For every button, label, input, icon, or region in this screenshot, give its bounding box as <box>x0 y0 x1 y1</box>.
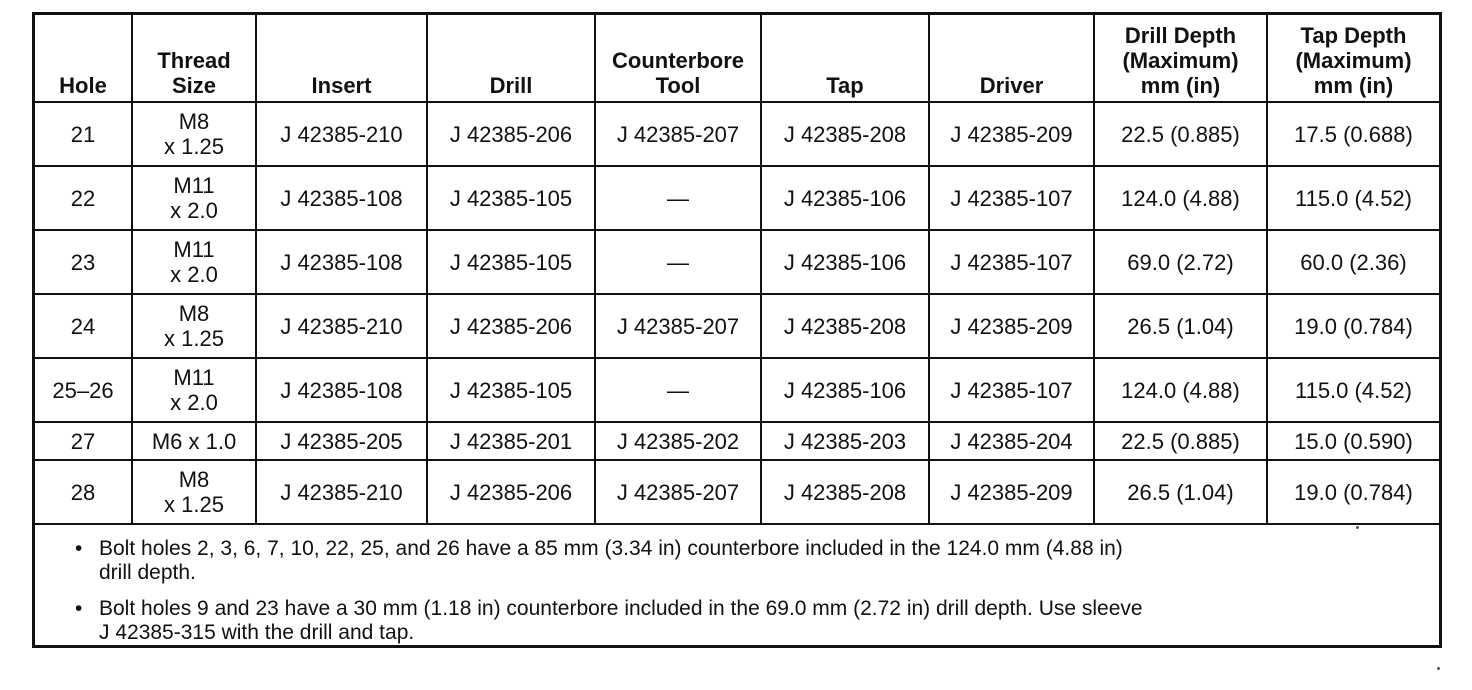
cell-hole: 23 <box>35 230 132 294</box>
cell-drill-depth: 124.0 (4.88) <box>1094 166 1267 230</box>
header-thread-size: Thread Size <box>132 15 256 102</box>
cell-drill-depth: 22.5 (0.885) <box>1094 102 1267 166</box>
note-item <box>75 537 1409 585</box>
note-line: J 42385-315 with the drill and tap. <box>99 621 415 644</box>
bullet-icon: • <box>75 597 83 620</box>
cell-counterbore: — <box>595 166 761 230</box>
table-row <box>35 294 1439 358</box>
cell-thread-size: M11 x 2.0 <box>132 230 256 294</box>
cell-counterbore: — <box>595 358 761 422</box>
table-row <box>35 358 1439 422</box>
cell-counterbore: J 42385-207 <box>595 294 761 358</box>
cell-counterbore: J 42385-207 <box>595 460 761 524</box>
cell-hole: 24 <box>35 294 132 358</box>
cell-insert: J 42385-108 <box>256 166 427 230</box>
header-hole: Hole <box>35 15 132 102</box>
cell-driver: J 42385-107 <box>929 230 1094 294</box>
cell-thread-size: M11 x 2.0 <box>132 166 256 230</box>
cell-drill: J 42385-206 <box>427 294 595 358</box>
header-drill: Drill <box>427 15 595 102</box>
cell-tap: J 42385-208 <box>761 102 929 166</box>
cell-driver: J 42385-209 <box>929 102 1094 166</box>
cell-drill: J 42385-206 <box>427 460 595 524</box>
header-drill-depth: Drill Depth (Maximum) mm (in) <box>1094 15 1267 102</box>
note-line: Bolt holes 2, 3, 6, 7, 10, 22, 25, and 26 have a 85 mm (3.34 in) counterbore included in the 124.0 mm (4.88 in) <box>99 537 1123 560</box>
header-driver: Driver <box>929 15 1094 102</box>
cell-hole: 25–26 <box>35 358 132 422</box>
cell-drill: J 42385-105 <box>427 166 595 230</box>
cell-tap-depth: 115.0 (4.52) <box>1267 358 1439 422</box>
cell-tap-depth: 19.0 (0.784) <box>1267 460 1439 524</box>
note-line: drill depth. <box>99 561 196 584</box>
table-header-row <box>35 15 1439 102</box>
cell-drill-depth: 124.0 (4.88) <box>1094 358 1267 422</box>
notes-section <box>35 531 1439 657</box>
table-row <box>35 230 1439 294</box>
cell-thread-size: M11 x 2.0 <box>132 358 256 422</box>
cell-tap: J 42385-106 <box>761 358 929 422</box>
note-line: Bolt holes 9 and 23 have a 30 mm (1.18 in) counterbore included in the 69.0 mm (2.72 in) drill depth. Use sleeve <box>99 597 1143 620</box>
cell-drill-depth: 69.0 (2.72) <box>1094 230 1267 294</box>
cell-drill-depth: 26.5 (1.04) <box>1094 460 1267 524</box>
table-row <box>35 166 1439 230</box>
cell-thread-size: M8 x 1.25 <box>132 460 256 524</box>
cell-thread-size: M8 x 1.25 <box>132 294 256 358</box>
cell-drill-depth: 26.5 (1.04) <box>1094 294 1267 358</box>
header-counterbore-tool: Counterbore Tool <box>595 15 761 102</box>
cell-tap-depth: 17.5 (0.688) <box>1267 102 1439 166</box>
cell-driver: J 42385-209 <box>929 294 1094 358</box>
table-row <box>35 102 1439 166</box>
cell-tap: J 42385-208 <box>761 460 929 524</box>
cell-drill: J 42385-201 <box>427 422 595 460</box>
cell-tap-depth: 115.0 (4.52) <box>1267 166 1439 230</box>
table-row <box>35 422 1439 460</box>
cell-counterbore: J 42385-202 <box>595 422 761 460</box>
cell-counterbore: — <box>595 230 761 294</box>
cell-insert: J 42385-210 <box>256 460 427 524</box>
tool-specification-table <box>35 15 1439 525</box>
cell-thread-size: M8 x 1.25 <box>132 102 256 166</box>
cell-tap: J 42385-203 <box>761 422 929 460</box>
cell-drill: J 42385-105 <box>427 230 595 294</box>
cell-hole: 27 <box>35 422 132 460</box>
cell-thread-size: M6 x 1.0 <box>132 422 256 460</box>
header-tap: Tap <box>761 15 929 102</box>
cell-hole: 28 <box>35 460 132 524</box>
cell-hole: 21 <box>35 102 132 166</box>
tool-table-frame <box>32 12 1442 648</box>
cell-counterbore: J 42385-207 <box>595 102 761 166</box>
cell-driver: J 42385-107 <box>929 358 1094 422</box>
scan-speck <box>1437 667 1440 670</box>
cell-tap: J 42385-106 <box>761 166 929 230</box>
cell-insert: J 42385-210 <box>256 294 427 358</box>
cell-tap: J 42385-208 <box>761 294 929 358</box>
cell-insert: J 42385-108 <box>256 358 427 422</box>
header-insert: Insert <box>256 15 427 102</box>
header-tap-depth: Tap Depth (Maximum) mm (in) <box>1267 15 1439 102</box>
cell-tap-depth: 60.0 (2.36) <box>1267 230 1439 294</box>
cell-drill-depth: 22.5 (0.885) <box>1094 422 1267 460</box>
bullet-icon: • <box>75 537 83 560</box>
cell-driver: J 42385-204 <box>929 422 1094 460</box>
cell-driver: J 42385-107 <box>929 166 1094 230</box>
table-row <box>35 460 1439 524</box>
cell-tap-depth: 15.0 (0.590) <box>1267 422 1439 460</box>
cell-hole: 22 <box>35 166 132 230</box>
cell-driver: J 42385-209 <box>929 460 1094 524</box>
cell-insert: J 42385-210 <box>256 102 427 166</box>
cell-tap-depth: 19.0 (0.784) <box>1267 294 1439 358</box>
note-item <box>75 597 1409 645</box>
cell-drill: J 42385-105 <box>427 358 595 422</box>
cell-drill: J 42385-206 <box>427 102 595 166</box>
scan-speck <box>1356 526 1359 529</box>
cell-insert: J 42385-108 <box>256 230 427 294</box>
cell-insert: J 42385-205 <box>256 422 427 460</box>
cell-tap: J 42385-106 <box>761 230 929 294</box>
